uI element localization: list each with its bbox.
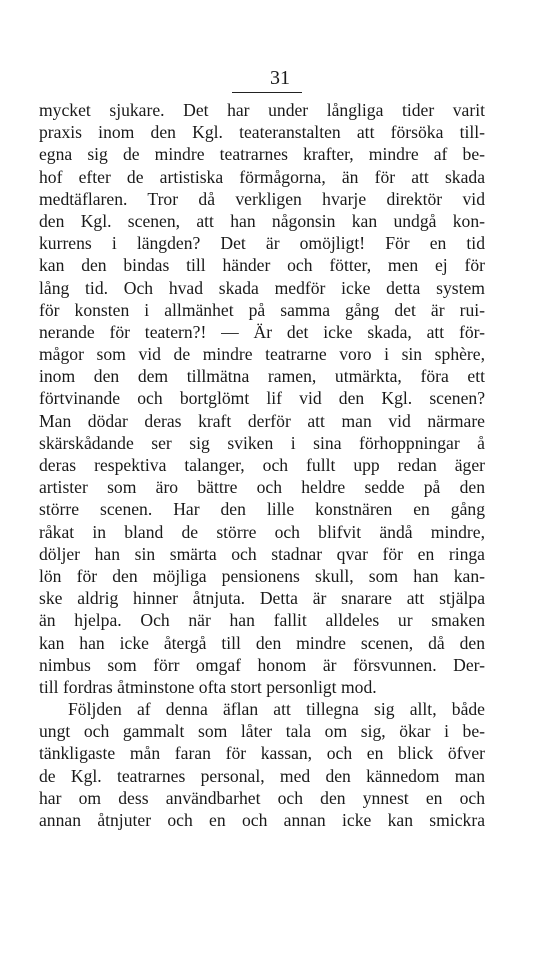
text-line: Man dödar deras kraft derför att man vid närmare (39, 410, 485, 431)
text-line: har om dess användbarhet och den ynnest en och (39, 787, 485, 808)
text-line: till fordras åtminstone ofta stort personligt mod. (39, 676, 377, 697)
text-line: råkat in bland de större och blifvit ändå mindre, (39, 521, 485, 542)
text-line: skärskådande ser sig sviken i sina förhoppningar å (39, 432, 485, 453)
text-line: kurrens i längden? Det är omöjligt! För en tid (39, 233, 485, 254)
text-line: ske aldrig hinner åtnjuta. Detta är snarare att stjälpa (39, 588, 485, 609)
text-line: de Kgl. teatrarnes personal, med den kännedom man (39, 765, 485, 786)
text-line: nerande för teatern?! — Är det icke skada, att för- (39, 321, 485, 342)
text-line: för konsten i allmänhet på samma gång det är rui- (39, 299, 485, 320)
header-rule (232, 92, 302, 93)
text-line: deras respektiva talanger, och fullt upp redan äger (39, 455, 485, 475)
text-line: hof efter de artistiska förmågorna, än för att skada (39, 166, 485, 187)
body-text (39, 99, 485, 831)
text-line: praxis inom den Kgl. teateranstalten att försöka till- (39, 122, 485, 143)
text-line: artister som äro bättre och heldre sedde på den (39, 477, 485, 498)
text-line: lön för den möjliga pensionens skull, som han kan- (39, 565, 485, 586)
text-line: mycket sjukare. Det har under långliga tider varit (39, 100, 485, 120)
text-line: lång tid. Och hvad skada medför icke detta system (39, 277, 485, 298)
text-line: än hjelpa. Och när han fallit alldeles ur smaken (39, 610, 485, 631)
text-line: den Kgl. scenen, att han någonsin kan undgå kon- (39, 210, 485, 231)
text-line: ungt och gammalt som låter tala om sig, ökar i be- (39, 721, 485, 742)
text-line: tänkligaste mån faran för kassan, och en blick öfver (39, 743, 485, 764)
text-line: större scenen. Har den lille konstnären en gång (39, 499, 485, 520)
text-line: Följden af denna äflan att tillegna sig allt, både (68, 699, 485, 720)
text-line: inom den dem tillmätna ramen, utmärkta, föra ett (39, 366, 485, 387)
text-line: medtäflaren. Tror då verkligen hvarje direktör vid (39, 188, 485, 209)
text-line: kan han icke återgå till den mindre scenen, då den (39, 632, 485, 653)
text-line: mågor som vid de mindre teatrarne voro i sin sphère, (39, 344, 485, 365)
text-line: annan åtnjuter och en och annan icke kan smickra (39, 810, 485, 830)
text-line: döljer han sin smärta och stadnar qvar för en ringa (39, 543, 485, 564)
text-line: egna sig de mindre teatrarnes krafter, mindre af be- (39, 144, 485, 165)
text-line: nimbus som förr omgaf honom är försvunnen. Der- (39, 654, 485, 675)
page-number: 31 (270, 67, 290, 89)
text-line: kan den bindas till händer och fötter, men ej för (39, 255, 485, 276)
text-line: förtvinande och bortglömt lif vid den Kgl. scenen? (39, 388, 485, 409)
